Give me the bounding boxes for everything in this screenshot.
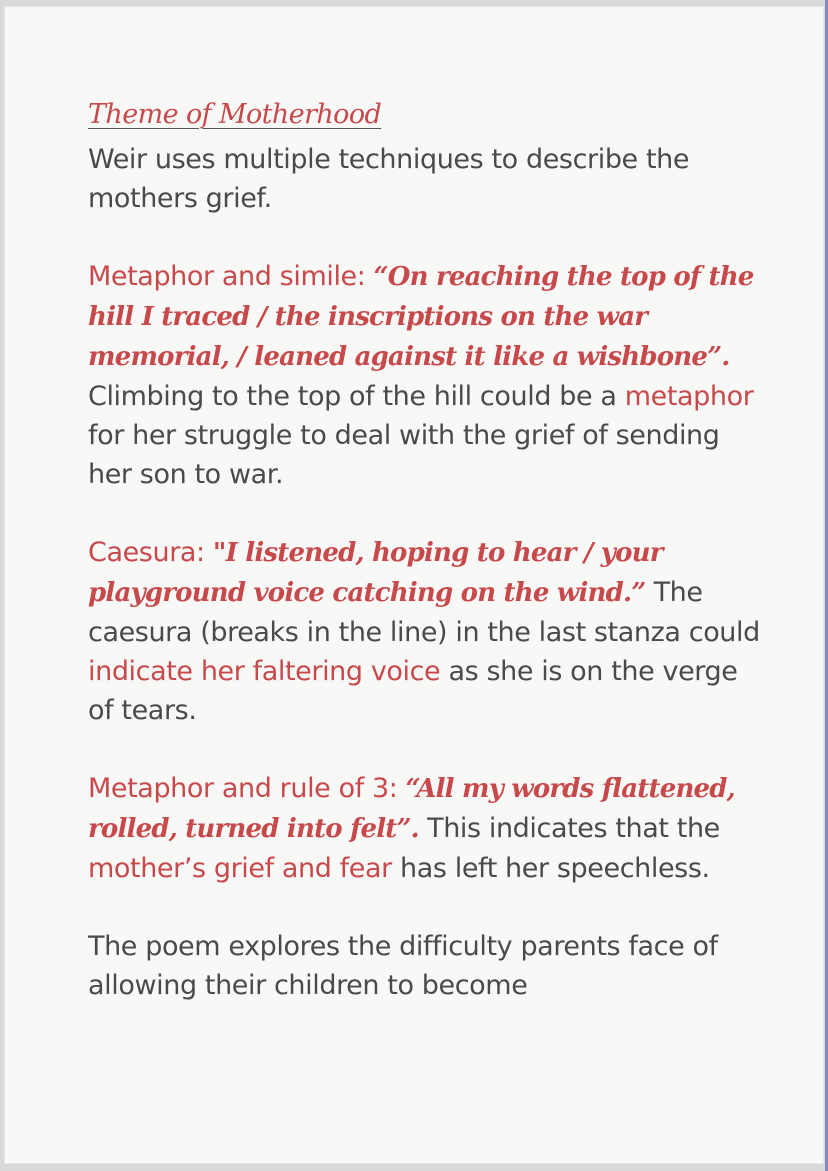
rule-of-three-paragraph xyxy=(88,769,768,888)
highlighted-term: mother’s grief and fear xyxy=(88,853,392,884)
technique-label: Caesura: xyxy=(88,537,213,568)
analysis-text: for her struggle to deal with the grief of sending her son to war. xyxy=(88,420,720,490)
poem-quote: “On reaching the top of the hill I traced / the inscriptions on the war memorial, / leaned against it like a wishbone”. xyxy=(88,262,754,372)
note-content xyxy=(88,94,768,1061)
conclusion-paragraph: The poem explores the difficulty parents face of allowing their children to become xyxy=(88,931,718,1001)
analysis-text: This indicates that the xyxy=(418,813,720,844)
analysis-text: as she is on the verge of tears. xyxy=(88,656,738,726)
analysis-text: has left her speechless. xyxy=(391,853,710,884)
technique-label: Metaphor and simile: xyxy=(88,261,374,292)
caesura-paragraph xyxy=(88,533,768,730)
note-card xyxy=(4,6,824,1164)
technique-label: Metaphor and rule of 3: xyxy=(88,773,406,804)
analysis-text: Climbing to the top of the hill could be a xyxy=(88,381,625,412)
highlighted-term: metaphor xyxy=(624,381,754,412)
metaphor-simile-paragraph xyxy=(88,257,768,494)
poem-quote: “All my words flattened, rolled, turned into felt”. xyxy=(88,774,735,844)
poem-quote: "I listened, hoping to hear / your playground voice catching on the wind.” xyxy=(88,538,663,608)
page-title: Theme of Motherhood xyxy=(88,99,382,130)
analysis-text: The caesura (breaks in the line) in the last stanza could xyxy=(88,577,760,648)
highlighted-term: indicate her faltering voice xyxy=(88,656,441,687)
intro-paragraph: Weir uses multiple techniques to describe the mothers grief. xyxy=(88,144,690,214)
